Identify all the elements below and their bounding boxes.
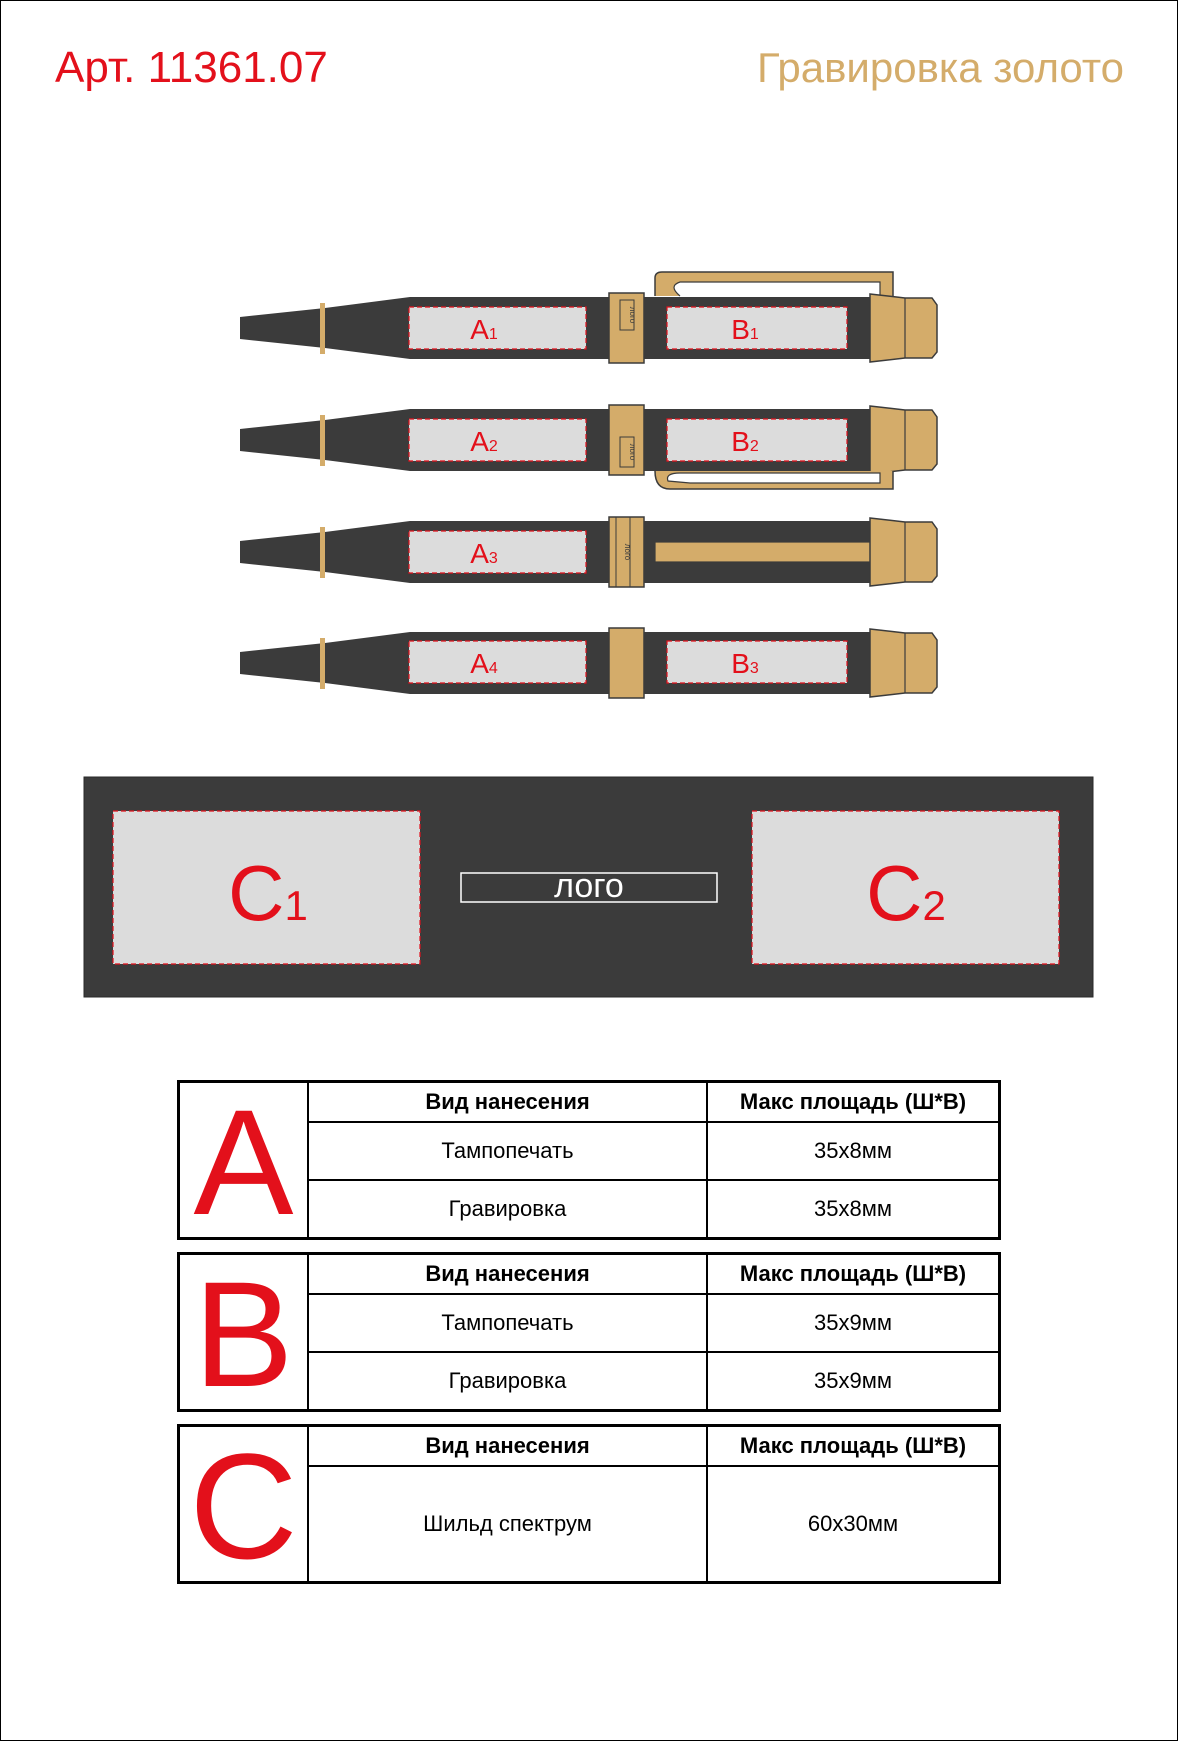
header-area: Макс площадь (Ш*В) bbox=[707, 1254, 1000, 1294]
table-letter: A bbox=[179, 1082, 309, 1239]
case-logo-label: лого bbox=[554, 867, 624, 905]
zone-a3-label: A3 bbox=[470, 538, 498, 569]
header-method: Вид нанесения bbox=[308, 1426, 707, 1466]
cell-area: 35x8мм bbox=[707, 1122, 1000, 1180]
pen-3 bbox=[240, 517, 937, 587]
pen-4 bbox=[240, 628, 937, 698]
cell-method: Гравировка bbox=[308, 1352, 707, 1410]
cell-area: 60x30мм bbox=[707, 1466, 1000, 1583]
engraving-title: Гравировка золото bbox=[757, 44, 1124, 91]
zone-b3-label: B3 bbox=[731, 648, 759, 679]
zone-b2-label: B2 bbox=[731, 426, 759, 457]
spec-table-b bbox=[177, 1250, 1001, 1418]
header-method: Вид нанесения bbox=[308, 1254, 707, 1294]
cell-method: Тампопечать bbox=[308, 1294, 707, 1352]
zone-a2-label: A2 bbox=[470, 426, 498, 457]
cell-area: 35x8мм bbox=[707, 1180, 1000, 1238]
logo-mark: лого bbox=[623, 543, 632, 561]
zone-c1-label: C1 bbox=[228, 849, 308, 937]
cell-area: 35x9мм bbox=[707, 1352, 1000, 1410]
spec-table-a bbox=[177, 1078, 1001, 1246]
cell-method: Шильд спектрум bbox=[308, 1466, 707, 1583]
logo-mark: лого bbox=[628, 443, 637, 461]
table-letter: C bbox=[179, 1426, 309, 1583]
cell-area: 35x9мм bbox=[707, 1294, 1000, 1352]
zone-c2-label: C2 bbox=[866, 849, 946, 937]
zone-a1-label: A1 bbox=[470, 314, 498, 345]
pen-1 bbox=[240, 272, 937, 363]
article-title: Арт. 11361.07 bbox=[55, 43, 328, 92]
zone-b1-label: B1 bbox=[731, 314, 759, 345]
header-area: Макс площадь (Ш*В) bbox=[707, 1426, 1000, 1466]
header-method: Вид нанесения bbox=[308, 1082, 707, 1122]
pen-2 bbox=[240, 405, 937, 489]
zone-a4-label: A4 bbox=[470, 648, 498, 679]
case-lid bbox=[84, 777, 1093, 997]
logo-mark: лого bbox=[628, 306, 637, 324]
cell-method: Тампопечать bbox=[308, 1122, 707, 1180]
header-area: Макс площадь (Ш*В) bbox=[707, 1082, 1000, 1122]
cell-method: Гравировка bbox=[308, 1180, 707, 1238]
spec-table-c bbox=[177, 1422, 1001, 1590]
table-letter: B bbox=[179, 1254, 309, 1411]
